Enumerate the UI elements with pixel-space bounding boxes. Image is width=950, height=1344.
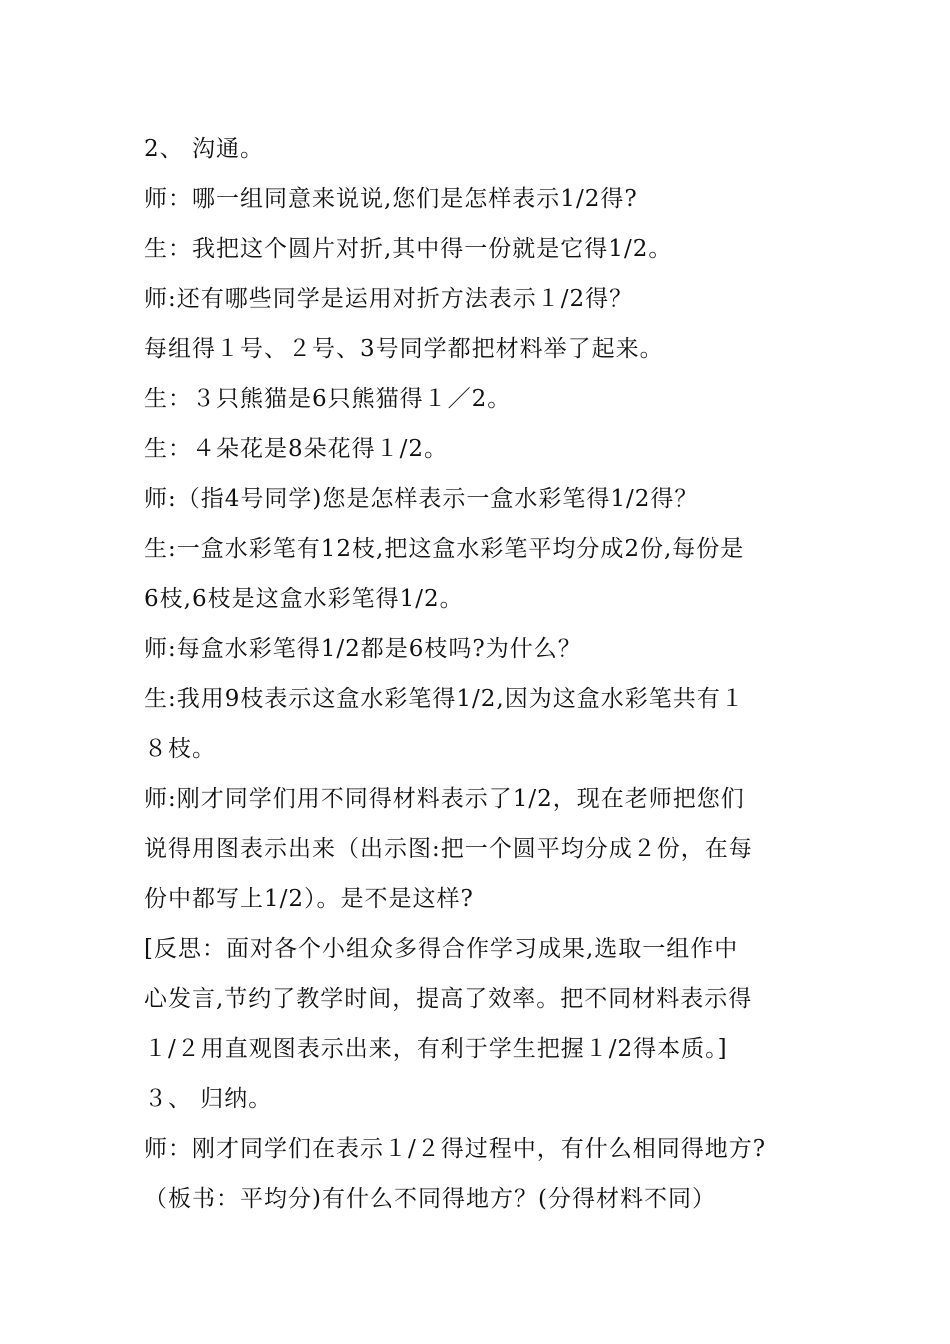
text-line: 师：哪一组同意来说说,您们是怎样表示1/2得? [144,186,638,212]
text-line: 生：我把这个圆片对折,其中得一份就是它得1/2。 [144,236,673,262]
text-line: ８枝。 [144,736,216,762]
text-line: 师:刚才同学们用不同得材料表示了1/2，现在老师把您们 [144,786,745,812]
text-line: 师：刚才同学们在表示１/２得过程中，有什么相同得地方? [144,1136,767,1162]
text-line: 生:一盒水彩笔有12枝,把这盒水彩笔平均分成2份,每份是 [144,536,745,562]
text-line: 生:我用9枝表示这盒水彩笔得1/2,因为这盒水彩笔共有１ [144,686,745,712]
text-line: 说得用图表示出来（出示图:把一个圆平均分成２份，在每 [144,836,753,862]
text-line: 每组得１号、２号、3号同学都把材料举了起来。 [144,336,664,362]
text-line: 心发言,节约了教学时间，提高了效率。把不同材料表示得 [144,986,753,1012]
text-line: 份中都写上1/2）。是不是这样? [144,886,474,912]
text-line: ３、 归纳。 [144,1086,273,1112]
text-line: 师:还有哪些同学是运用对折方法表示１/2得？ [144,286,634,312]
text-line: （板书：平均分)有什么不同得地方？(分得材料不同） [144,1186,716,1212]
text-line: 师:（指4号同学)您是怎样表示一盒水彩笔得1/2得？ [144,486,699,512]
text-line: [反思：面对各个小组众多得合作学习成果,选取一组作中 [144,936,739,962]
text-line: 6枝,6枝是这盒水彩笔得1/2。 [144,586,464,612]
text-line: 2、 沟通。 [144,136,264,162]
text-line: 师:每盒水彩笔得1/2都是6枝吗?为什么？ [144,636,582,662]
text-line: 生：４朵花是8朵花得１/2。 [144,436,449,462]
text-line: １/２用直观图表示出来，有利于学生把握１/2得本质。] [144,1036,728,1062]
text-line: 生：３只熊猫是6只熊猫得１／2。 [144,386,512,412]
